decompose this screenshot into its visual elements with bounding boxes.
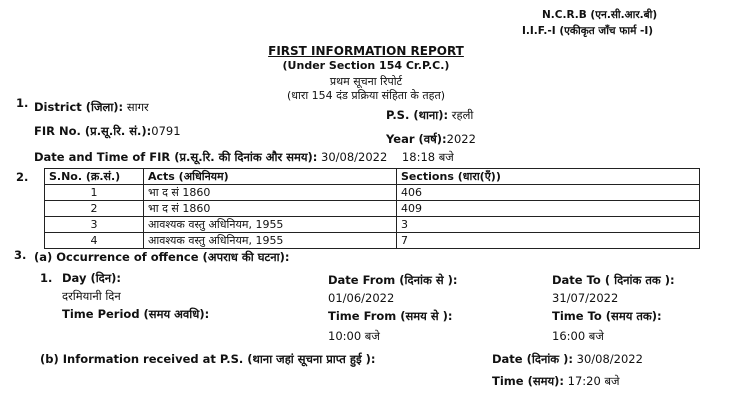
ncrb-label: N.C.R.B (एन.सी.आर.बी): [542, 9, 658, 21]
hindi-subtitle: (धारा 154 दंड प्रक्रिया संहिता के तहत): [286, 89, 446, 102]
row-section: 7: [397, 233, 700, 249]
year-label: Year (वर्ष):: [386, 132, 447, 146]
info-time-field: [492, 374, 620, 389]
row-act: भा द सं 1860: [144, 201, 397, 217]
time-from-label: Time From (समय से ):: [328, 309, 453, 323]
day-value: दरमियानी दिन: [62, 289, 121, 303]
fir-datetime-field: [34, 150, 454, 165]
time-to-value: 16:00 बजे: [552, 329, 604, 343]
occurrence-label: (a) Occurrence of offence (अपराध की घटना):: [34, 250, 290, 264]
ps-field: [386, 108, 473, 123]
fir-label: FIR No. (प्र.सू.रि. सं.):: [34, 124, 152, 138]
date-to-value: 31/07/2022: [552, 291, 619, 305]
date-from-value: 01/06/2022: [328, 291, 395, 305]
info-time-value: 17:20 बजे: [567, 374, 620, 388]
iif-label: I.I.F.-I (एकीकृत जाँच फार्म -I): [522, 25, 654, 37]
info-date-label: Date (दिनांक ):: [492, 352, 573, 366]
info-date-value: 30/08/2022: [576, 352, 643, 366]
row-act: भा द सं 1860: [144, 185, 397, 201]
year-field: [386, 132, 476, 147]
info-date-field: [492, 352, 643, 367]
table-row: [45, 217, 700, 233]
page-subtitle: (Under Section 154 Cr.P.C.): [282, 59, 450, 72]
table-header-row: [45, 169, 700, 185]
table-row: [45, 233, 700, 249]
fir-value: 0791: [151, 124, 181, 138]
row-section: 409: [397, 201, 700, 217]
date-from-label: Date From (दिनांक से ):: [328, 273, 458, 287]
row-sno: 1: [45, 185, 144, 201]
row-act: आवश्यक वस्तु अधिनियम, 1955: [144, 217, 397, 233]
acts-table: [44, 168, 700, 249]
row-section: 3: [397, 217, 700, 233]
info-time-label: Time (समय):: [492, 374, 565, 388]
time-from-value: 10:00 बजे: [328, 329, 380, 343]
row-sno: 3: [45, 217, 144, 233]
section-3-number: 3.: [14, 248, 27, 262]
section-2-number: 2.: [16, 170, 29, 184]
day-label: Day (दिन):: [62, 271, 122, 285]
time-to-label: Time To (समय तक):: [552, 309, 662, 323]
year-value: 2022: [446, 132, 476, 146]
row-act: आवश्यक वस्तु अधिनियम, 1955: [144, 233, 397, 249]
acts-header: Acts (अधिनियम): [144, 169, 397, 185]
fir-datetime-label: Date and Time of FIR (प्र.सू.रि. की दिनांक और समय):: [34, 150, 318, 164]
table-row: [45, 201, 700, 217]
district-label: District (जिला):: [34, 100, 124, 114]
fir-field: [34, 124, 181, 139]
section-1-number: 1.: [16, 96, 29, 110]
district-value: सागर: [126, 100, 149, 114]
sno-header: S.No. (क्र.सं.): [45, 169, 144, 185]
ps-label: P.S. (थाना):: [386, 108, 449, 122]
ps-value: रहली: [451, 108, 474, 122]
row-sno: 4: [45, 233, 144, 249]
sections-header: Sections (धारा(एँ)): [397, 169, 700, 185]
date-to-label: Date To ( दिनांक तक ):: [552, 273, 675, 287]
hindi-title: प्रथम सूचना रिपोर्ट: [329, 75, 403, 88]
row-section: 406: [397, 185, 700, 201]
page-title: FIRST INFORMATION REPORT: [268, 44, 464, 58]
day-number: 1.: [40, 271, 53, 285]
fir-datetime-value: 30/08/2022 18:18 बजे: [321, 150, 454, 164]
info-received-label: (b) Information received at P.S. (थाना जहां सूचना प्राप्त हुई ):: [40, 352, 376, 366]
time-period-label: Time Period (समय अवधि):: [62, 307, 210, 321]
row-sno: 2: [45, 201, 144, 217]
table-row: [45, 185, 700, 201]
district-field: [34, 100, 149, 115]
